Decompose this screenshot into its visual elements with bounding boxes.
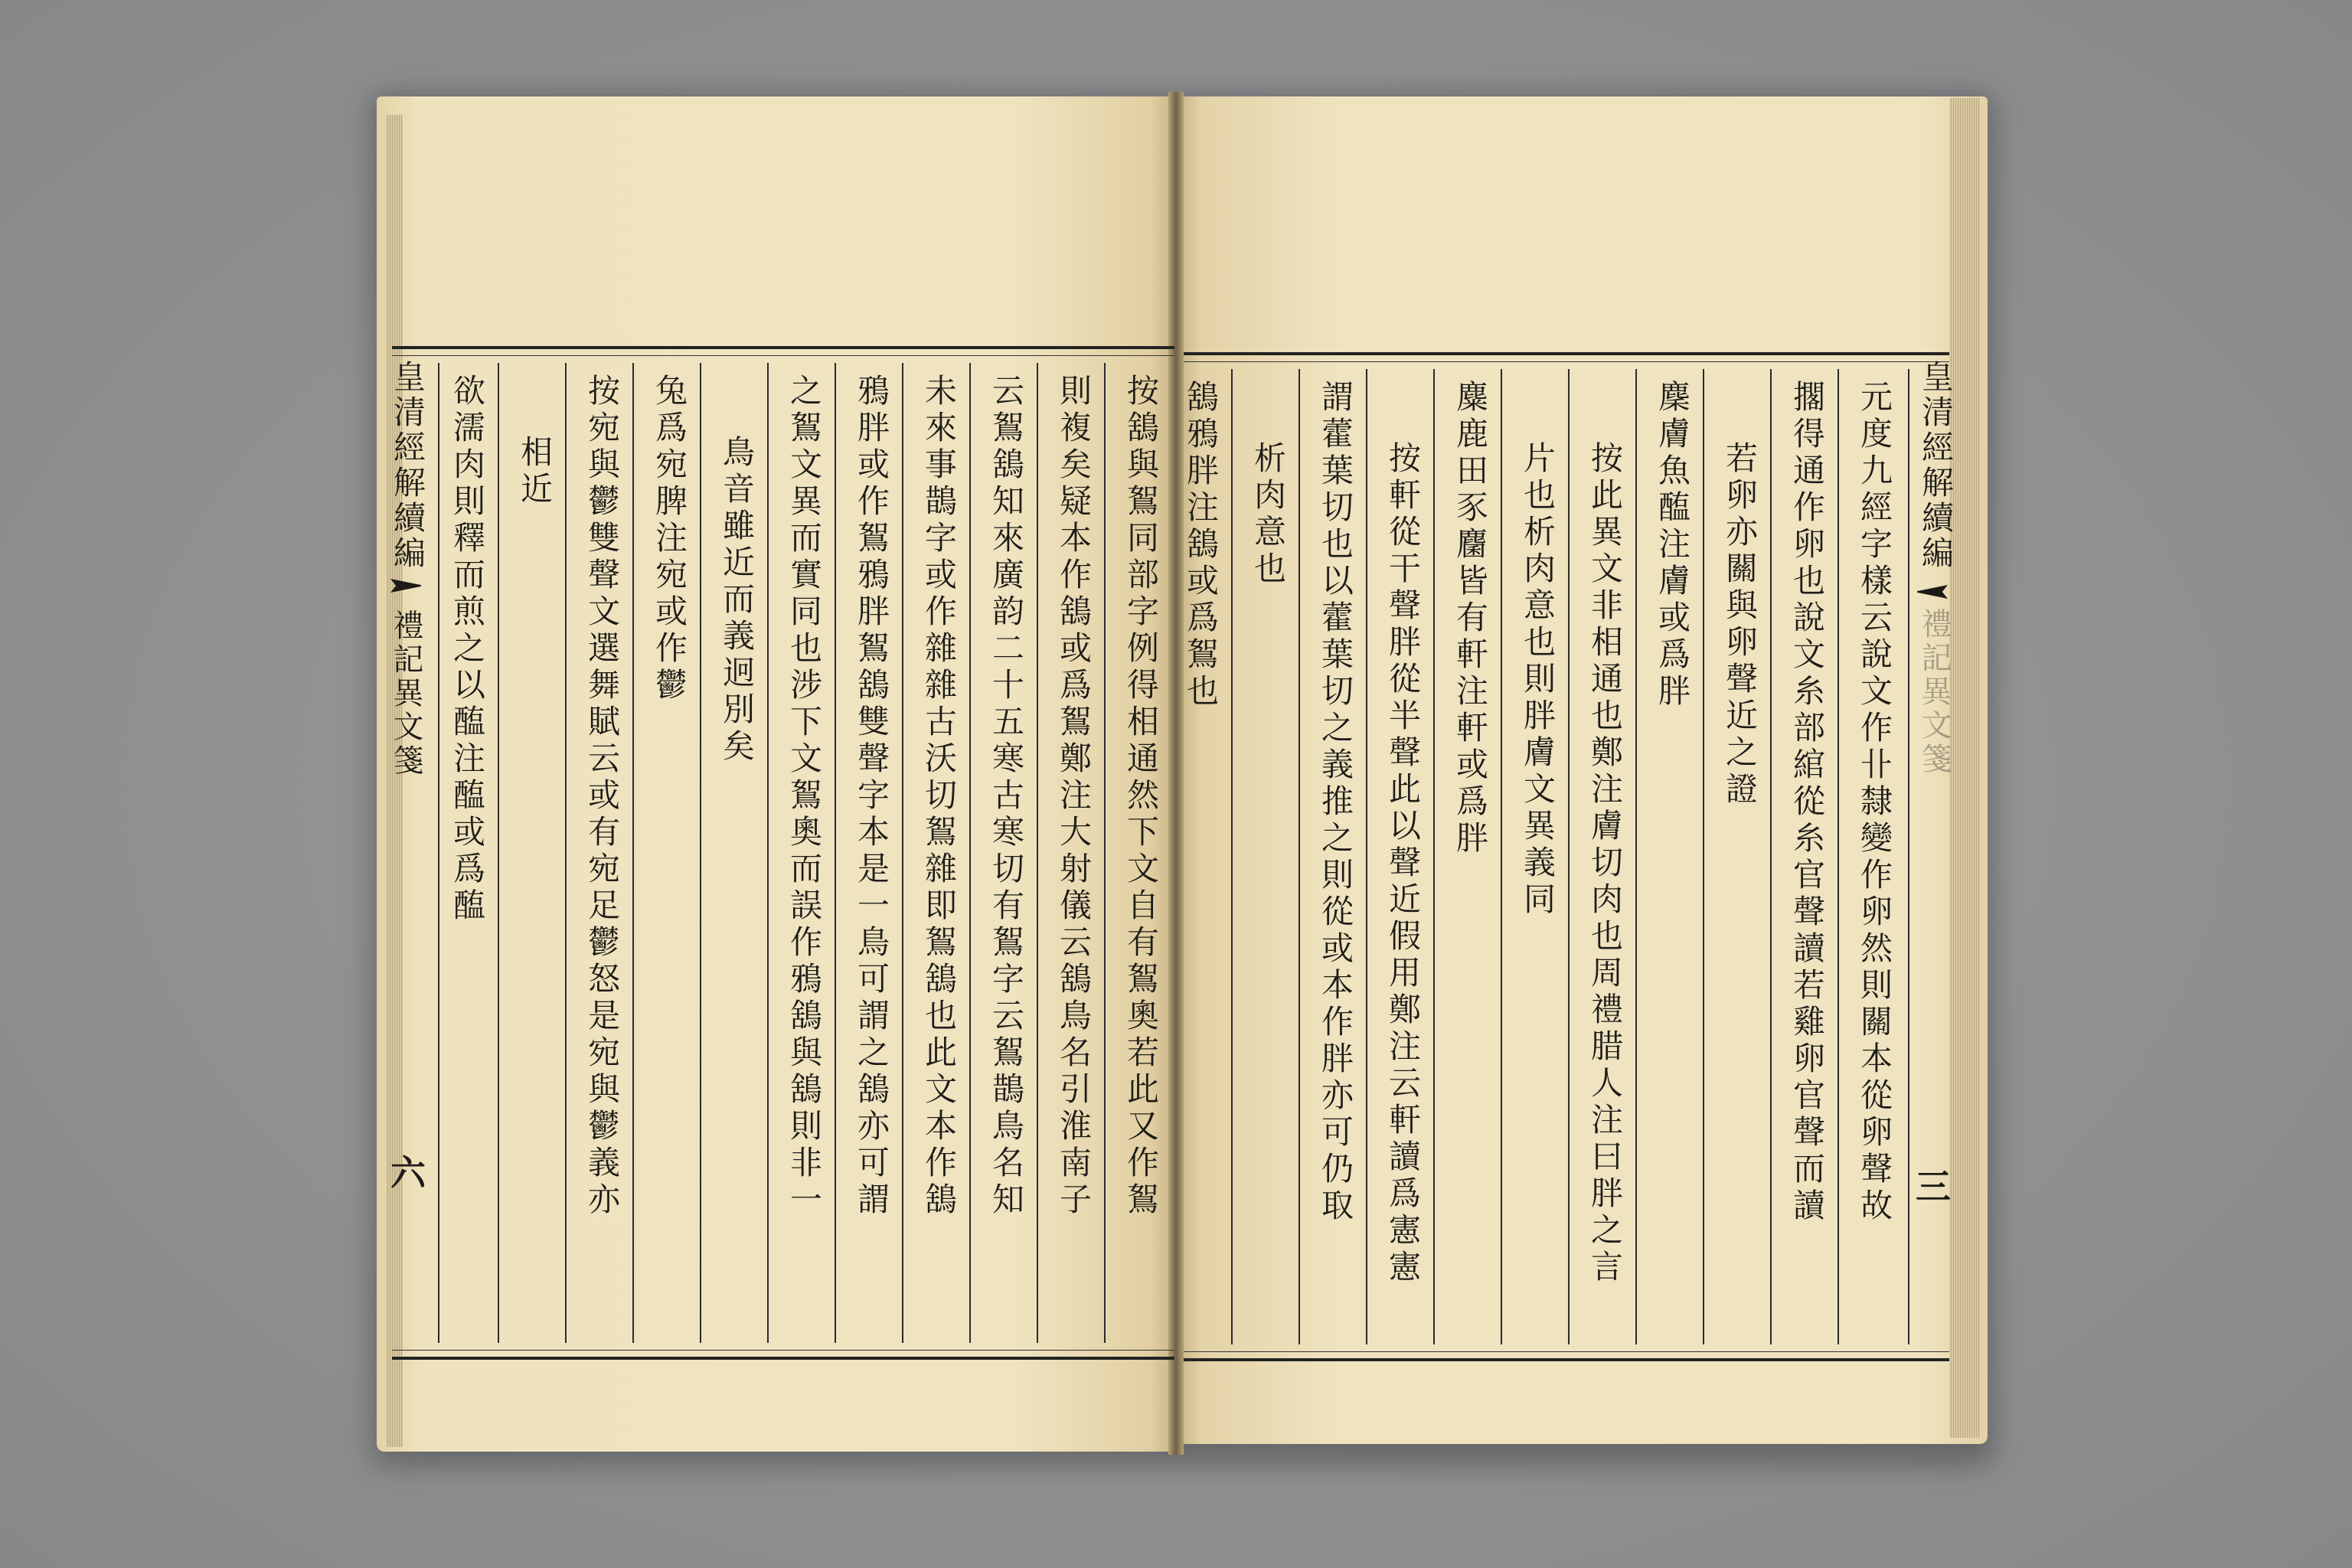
right-col-8: 按軒從干聲胖從半聲此以聲近假用鄭注云軒讀爲憲憲 (1384, 441, 1422, 1286)
right-col-7: 麋鹿田豕麕皆有軒注軒或爲胖 (1452, 380, 1489, 858)
left-col-4: 未來事鵲字或作雜雜古沃切鴽雜即鴽鵨也此文本作鵨 (920, 374, 958, 1219)
left-spine-title: 皇清經解續編 (389, 360, 426, 571)
fish-tail-mark (1917, 585, 1948, 599)
left-col-9: 按宛與鬱雙聲文選舞賦云或有宛足鬱怒是宛與鬱義亦 (583, 374, 621, 1219)
right-folio-number: 三 (1916, 1166, 1951, 1207)
frame-inner-top-rule (392, 355, 1174, 356)
left-section-label: 禮記異文箋 (388, 609, 423, 778)
left-text-frame (388, 346, 1174, 1360)
right-col-10: 析肉意也 (1250, 441, 1287, 588)
left-col-2: 則複矣疑本作鵨或爲鴽鄭注大射儀云鵨鳥名引淮南子 (1055, 374, 1093, 1219)
frame-inner-bottom-rule (392, 1350, 1174, 1351)
left-col-5: 鴉胖或作鴽鴉胖鴽鵨雙聲字本是一鳥可謂之鵨亦可謂 (853, 374, 890, 1219)
right-col-5: 按此異文非相通也鄭注膚切肉也周禮腊人注曰胖之言 (1586, 441, 1624, 1286)
left-col-6: 之鴽文異而實同也涉下文鴽奧而誤作鴉鵨與鵨則非一 (786, 374, 823, 1219)
left-col-1: 按鵨與鴽同部字例得相通然下文自有鴽奧若此又作鴽 (1122, 374, 1160, 1219)
left-col-8: 兔爲宛脾注宛或作鬱 (651, 374, 688, 704)
frame-inner-bottom-rule (1184, 1351, 1949, 1352)
right-col-9: 謂藿葉切也以藿葉切之義推之則從或本作胖亦可仍取 (1317, 380, 1354, 1225)
right-col-11: 鵨鴉胖注鵨或爲鴽也 (1182, 380, 1220, 710)
right-col-3: 若卵亦關與卵聲近之證 (1721, 441, 1759, 808)
left-col-10: 相近 (516, 435, 554, 508)
right-col-1: 元度九經字樣云說文作卝隸變作卵然則關本從卵聲故 (1856, 380, 1893, 1225)
column-rule (1908, 369, 1909, 1344)
left-folio-number: 六 (390, 1152, 426, 1194)
frame-inner-top-rule (1184, 361, 1949, 362)
right-section-label: 禮記異文箋 (1916, 608, 1952, 776)
left-col-11: 欲濡肉則釋而煎之以醢注醢或爲醢 (449, 374, 486, 925)
fish-tail-mark (390, 579, 421, 593)
right-text-frame (1182, 352, 1955, 1361)
right-col-6: 片也析肉意也則胖膚文異義同 (1519, 441, 1557, 919)
left-col-7: 鳥音雖近而義迥別矣 (718, 435, 756, 766)
right-col-2: 擱得通作卵也說文糸部綰從糸官聲讀若雞卵官聲而讀 (1788, 380, 1826, 1225)
right-spine-title: 皇清經解續編 (1917, 360, 1955, 571)
left-col-3: 云鴽鵨知來廣韵二十五寒古寒切有鴽字云鴽鵲鳥名知 (988, 374, 1025, 1219)
right-col-4: 麇膚魚醢注膚或爲胖 (1654, 380, 1691, 710)
